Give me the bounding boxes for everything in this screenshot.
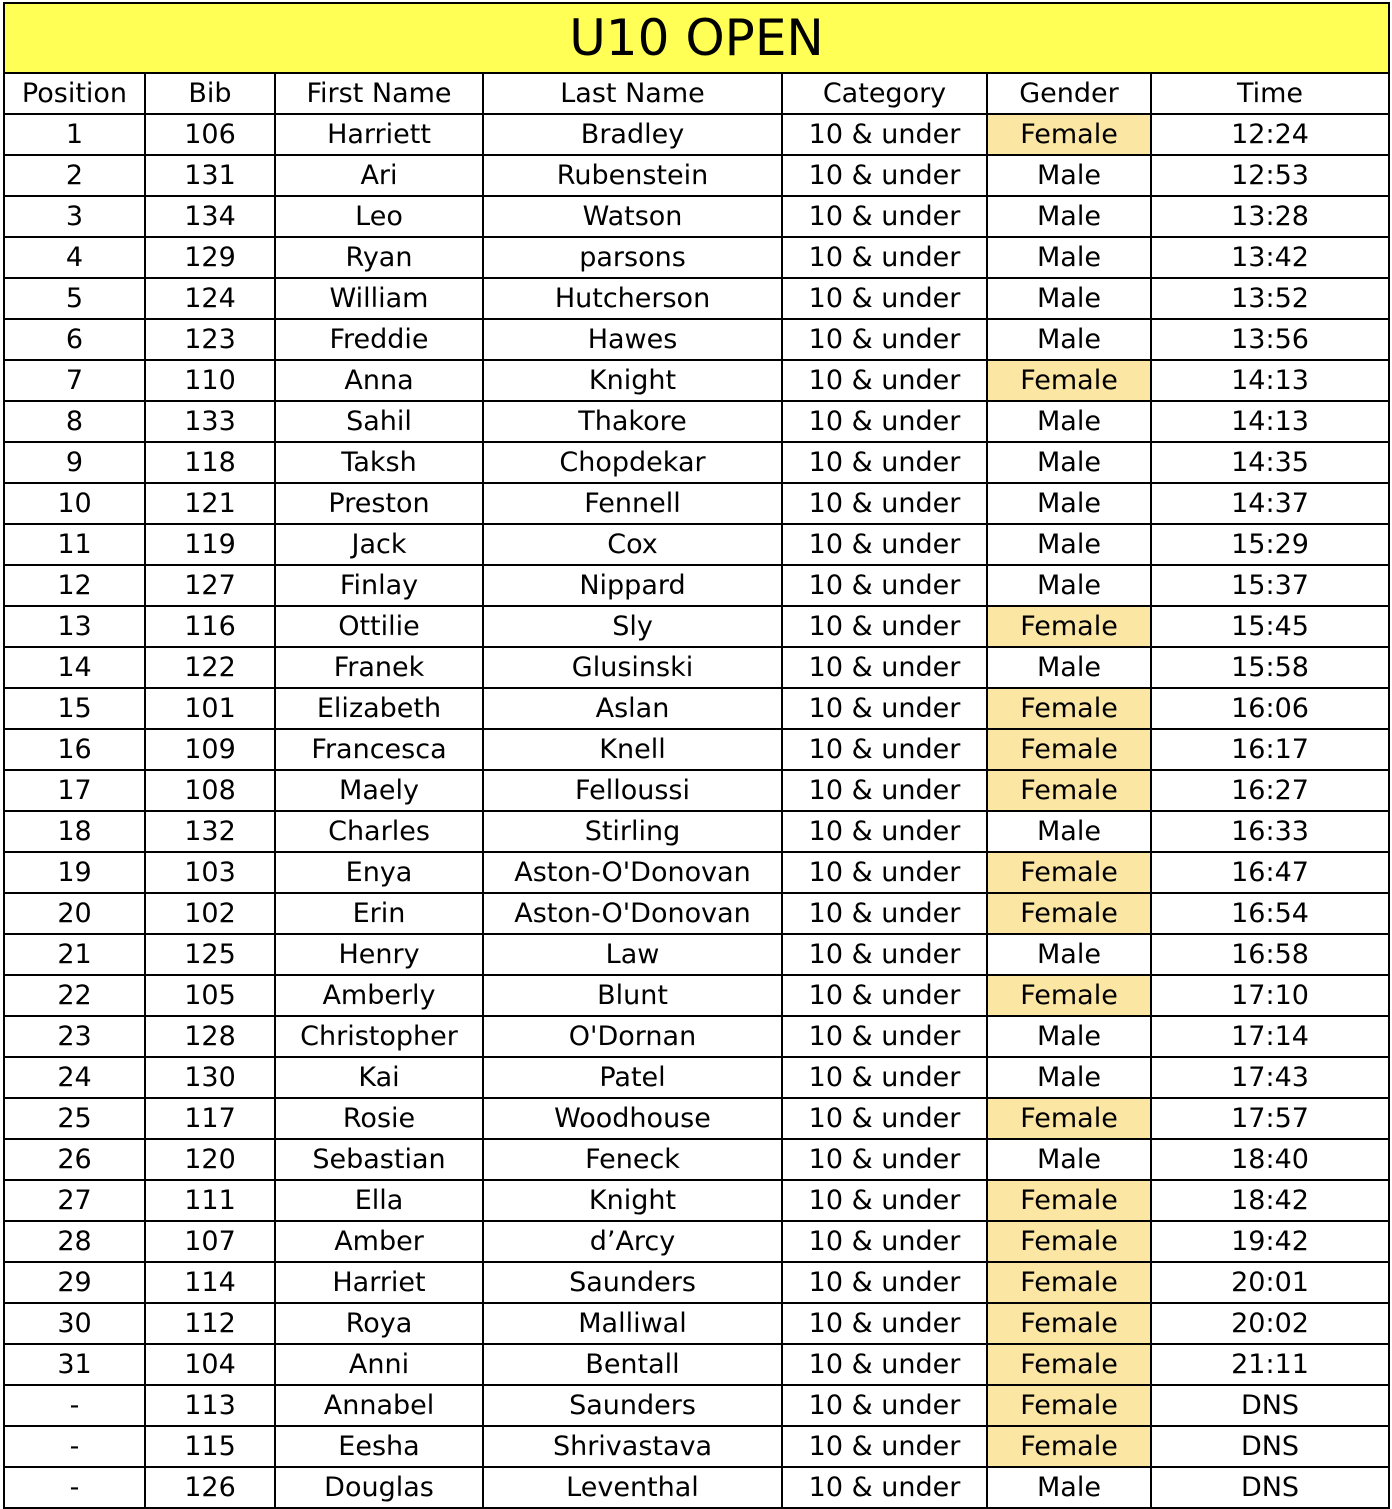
category-cell: 10 & under	[782, 1057, 987, 1098]
position-cell: 15	[4, 688, 145, 729]
last-name-cell: Rubenstein	[483, 155, 782, 196]
table-row	[4, 1057, 1389, 1098]
table-row	[4, 1016, 1389, 1057]
position-cell: 8	[4, 401, 145, 442]
gender-cell: Female	[987, 1262, 1151, 1303]
table-row	[4, 1467, 1389, 1508]
gender-cell: Male	[987, 319, 1151, 360]
time-cell: 18:40	[1151, 1139, 1389, 1180]
time-cell: 16:54	[1151, 893, 1389, 934]
last-name-cell: parsons	[483, 237, 782, 278]
position-cell: 30	[4, 1303, 145, 1344]
position-cell: 6	[4, 319, 145, 360]
bib-cell: 113	[145, 1385, 275, 1426]
category-cell: 10 & under	[782, 1385, 987, 1426]
last-name-cell: Law	[483, 934, 782, 975]
gender-cell: Female	[987, 688, 1151, 729]
last-name-cell: Blunt	[483, 975, 782, 1016]
gender-cell: Male	[987, 278, 1151, 319]
time-cell: 21:11	[1151, 1344, 1389, 1385]
last-name-cell: Felloussi	[483, 770, 782, 811]
last-name-cell: Hutcherson	[483, 278, 782, 319]
category-cell: 10 & under	[782, 196, 987, 237]
gender-cell: Female	[987, 1221, 1151, 1262]
table-row	[4, 1426, 1389, 1467]
column-header-time: Time	[1151, 73, 1389, 114]
gender-cell: Female	[987, 852, 1151, 893]
category-cell: 10 & under	[782, 360, 987, 401]
time-cell: 16:47	[1151, 852, 1389, 893]
category-cell: 10 & under	[782, 483, 987, 524]
first-name-cell: Preston	[275, 483, 483, 524]
first-name-cell: Roya	[275, 1303, 483, 1344]
last-name-cell: Aston-O'Donovan	[483, 852, 782, 893]
gender-cell: Female	[987, 1180, 1151, 1221]
table-row	[4, 1221, 1389, 1262]
last-name-cell: Cox	[483, 524, 782, 565]
gender-cell: Female	[987, 770, 1151, 811]
time-cell: 14:37	[1151, 483, 1389, 524]
last-name-cell: Knight	[483, 360, 782, 401]
last-name-cell: Patel	[483, 1057, 782, 1098]
time-cell: 13:42	[1151, 237, 1389, 278]
last-name-cell: Aslan	[483, 688, 782, 729]
table-row	[4, 688, 1389, 729]
first-name-cell: Eesha	[275, 1426, 483, 1467]
table-row	[4, 360, 1389, 401]
last-name-cell: Hawes	[483, 319, 782, 360]
first-name-cell: Harriett	[275, 114, 483, 155]
category-cell: 10 & under	[782, 1180, 987, 1221]
bib-cell: 107	[145, 1221, 275, 1262]
position-cell: 31	[4, 1344, 145, 1385]
gender-cell: Male	[987, 1057, 1151, 1098]
table-row	[4, 1139, 1389, 1180]
bib-cell: 104	[145, 1344, 275, 1385]
last-name-cell: Leventhal	[483, 1467, 782, 1508]
gender-cell: Male	[987, 442, 1151, 483]
gender-cell: Male	[987, 565, 1151, 606]
last-name-cell: Saunders	[483, 1385, 782, 1426]
bib-cell: 126	[145, 1467, 275, 1508]
first-name-cell: Enya	[275, 852, 483, 893]
position-cell: 28	[4, 1221, 145, 1262]
bib-cell: 101	[145, 688, 275, 729]
table-row	[4, 729, 1389, 770]
position-cell: 7	[4, 360, 145, 401]
gender-cell: Male	[987, 237, 1151, 278]
bib-cell: 133	[145, 401, 275, 442]
position-cell: 11	[4, 524, 145, 565]
first-name-cell: Anna	[275, 360, 483, 401]
first-name-cell: Ryan	[275, 237, 483, 278]
bib-cell: 109	[145, 729, 275, 770]
first-name-cell: Elizabeth	[275, 688, 483, 729]
position-cell: 26	[4, 1139, 145, 1180]
table-row	[4, 319, 1389, 360]
table-row	[4, 442, 1389, 483]
table-row	[4, 483, 1389, 524]
position-cell: 17	[4, 770, 145, 811]
category-cell: 10 & under	[782, 319, 987, 360]
table-row	[4, 770, 1389, 811]
category-cell: 10 & under	[782, 852, 987, 893]
bib-cell: 121	[145, 483, 275, 524]
gender-cell: Male	[987, 401, 1151, 442]
category-cell: 10 & under	[782, 893, 987, 934]
category-cell: 10 & under	[782, 770, 987, 811]
gender-cell: Female	[987, 1344, 1151, 1385]
time-cell: 20:02	[1151, 1303, 1389, 1344]
gender-cell: Female	[987, 1303, 1151, 1344]
gender-cell: Female	[987, 114, 1151, 155]
gender-cell: Male	[987, 1139, 1151, 1180]
position-cell: 3	[4, 196, 145, 237]
category-cell: 10 & under	[782, 1098, 987, 1139]
first-name-cell: Ottilie	[275, 606, 483, 647]
time-cell: 16:06	[1151, 688, 1389, 729]
first-name-cell: William	[275, 278, 483, 319]
category-cell: 10 & under	[782, 934, 987, 975]
time-cell: 13:56	[1151, 319, 1389, 360]
table-row	[4, 237, 1389, 278]
gender-cell: Male	[987, 647, 1151, 688]
first-name-cell: Amberly	[275, 975, 483, 1016]
bib-cell: 103	[145, 852, 275, 893]
position-cell: 16	[4, 729, 145, 770]
category-cell: 10 & under	[782, 975, 987, 1016]
table-body	[4, 114, 1389, 1508]
time-cell: 15:58	[1151, 647, 1389, 688]
position-cell: 9	[4, 442, 145, 483]
position-cell: 29	[4, 1262, 145, 1303]
first-name-cell: Ari	[275, 155, 483, 196]
last-name-cell: Watson	[483, 196, 782, 237]
gender-cell: Female	[987, 606, 1151, 647]
gender-cell: Male	[987, 196, 1151, 237]
column-header-bib: Bib	[145, 73, 275, 114]
category-cell: 10 & under	[782, 401, 987, 442]
first-name-cell: Annabel	[275, 1385, 483, 1426]
last-name-cell: O'Dornan	[483, 1016, 782, 1057]
bib-cell: 129	[145, 237, 275, 278]
gender-cell: Female	[987, 893, 1151, 934]
first-name-cell: Kai	[275, 1057, 483, 1098]
bib-cell: 106	[145, 114, 275, 155]
gender-cell: Female	[987, 1426, 1151, 1467]
table-row	[4, 1385, 1389, 1426]
last-name-cell: Aston-O'Donovan	[483, 893, 782, 934]
position-cell: 19	[4, 852, 145, 893]
bib-cell: 105	[145, 975, 275, 1016]
category-cell: 10 & under	[782, 1467, 987, 1508]
time-cell: 14:13	[1151, 360, 1389, 401]
first-name-cell: Henry	[275, 934, 483, 975]
category-cell: 10 & under	[782, 688, 987, 729]
first-name-cell: Ella	[275, 1180, 483, 1221]
table-row	[4, 852, 1389, 893]
position-cell: 10	[4, 483, 145, 524]
table-row	[4, 893, 1389, 934]
last-name-cell: Nippard	[483, 565, 782, 606]
first-name-cell: Jack	[275, 524, 483, 565]
time-cell: 20:01	[1151, 1262, 1389, 1303]
category-cell: 10 & under	[782, 524, 987, 565]
category-cell: 10 & under	[782, 1426, 987, 1467]
category-cell: 10 & under	[782, 729, 987, 770]
position-cell: 13	[4, 606, 145, 647]
table-row	[4, 1303, 1389, 1344]
last-name-cell: Bentall	[483, 1344, 782, 1385]
gender-cell: Male	[987, 811, 1151, 852]
category-cell: 10 & under	[782, 155, 987, 196]
gender-cell: Male	[987, 155, 1151, 196]
bib-cell: 117	[145, 1098, 275, 1139]
position-cell: 24	[4, 1057, 145, 1098]
bib-cell: 124	[145, 278, 275, 319]
gender-cell: Female	[987, 1098, 1151, 1139]
category-cell: 10 & under	[782, 647, 987, 688]
category-cell: 10 & under	[782, 1303, 987, 1344]
category-cell: 10 & under	[782, 442, 987, 483]
column-header-first-name: First Name	[275, 73, 483, 114]
time-cell: 17:57	[1151, 1098, 1389, 1139]
time-cell: 19:42	[1151, 1221, 1389, 1262]
position-cell: 2	[4, 155, 145, 196]
gender-cell: Female	[987, 729, 1151, 770]
first-name-cell: Amber	[275, 1221, 483, 1262]
gender-cell: Female	[987, 975, 1151, 1016]
first-name-cell: Charles	[275, 811, 483, 852]
category-cell: 10 & under	[782, 1139, 987, 1180]
last-name-cell: Saunders	[483, 1262, 782, 1303]
bib-cell: 120	[145, 1139, 275, 1180]
column-header-category: Category	[782, 73, 987, 114]
time-cell: 17:14	[1151, 1016, 1389, 1057]
first-name-cell: Franek	[275, 647, 483, 688]
time-cell: 16:27	[1151, 770, 1389, 811]
table-row	[4, 196, 1389, 237]
table-row	[4, 647, 1389, 688]
category-cell: 10 & under	[782, 1262, 987, 1303]
first-name-cell: Douglas	[275, 1467, 483, 1508]
first-name-cell: Christopher	[275, 1016, 483, 1057]
bib-cell: 108	[145, 770, 275, 811]
first-name-cell: Freddie	[275, 319, 483, 360]
position-cell: -	[4, 1426, 145, 1467]
table-row	[4, 811, 1389, 852]
category-cell: 10 & under	[782, 606, 987, 647]
time-cell: 13:28	[1151, 196, 1389, 237]
bib-cell: 116	[145, 606, 275, 647]
first-name-cell: Finlay	[275, 565, 483, 606]
category-cell: 10 & under	[782, 114, 987, 155]
position-cell: 18	[4, 811, 145, 852]
bib-cell: 122	[145, 647, 275, 688]
position-cell: -	[4, 1467, 145, 1508]
last-name-cell: Thakore	[483, 401, 782, 442]
position-cell: 27	[4, 1180, 145, 1221]
last-name-cell: d’Arcy	[483, 1221, 782, 1262]
table-row	[4, 934, 1389, 975]
last-name-cell: Chopdekar	[483, 442, 782, 483]
time-cell: 14:13	[1151, 401, 1389, 442]
position-cell: 23	[4, 1016, 145, 1057]
table-row	[4, 1344, 1389, 1385]
table-row	[4, 975, 1389, 1016]
last-name-cell: Woodhouse	[483, 1098, 782, 1139]
bib-cell: 111	[145, 1180, 275, 1221]
gender-cell: Male	[987, 524, 1151, 565]
bib-cell: 128	[145, 1016, 275, 1057]
time-cell: 12:24	[1151, 114, 1389, 155]
time-cell: DNS	[1151, 1385, 1389, 1426]
position-cell: 14	[4, 647, 145, 688]
table-row	[4, 1180, 1389, 1221]
time-cell: 17:43	[1151, 1057, 1389, 1098]
bib-cell: 102	[145, 893, 275, 934]
gender-cell: Male	[987, 1016, 1151, 1057]
table-row	[4, 155, 1389, 196]
time-cell: 15:45	[1151, 606, 1389, 647]
gender-cell: Female	[987, 1385, 1151, 1426]
position-cell: 12	[4, 565, 145, 606]
category-cell: 10 & under	[782, 1221, 987, 1262]
column-header-last-name: Last Name	[483, 73, 782, 114]
bib-cell: 114	[145, 1262, 275, 1303]
last-name-cell: Shrivastava	[483, 1426, 782, 1467]
first-name-cell: Sahil	[275, 401, 483, 442]
first-name-cell: Harriet	[275, 1262, 483, 1303]
time-cell: 12:53	[1151, 155, 1389, 196]
first-name-cell: Francesca	[275, 729, 483, 770]
last-name-cell: Stirling	[483, 811, 782, 852]
last-name-cell: Knight	[483, 1180, 782, 1221]
time-cell: 17:10	[1151, 975, 1389, 1016]
position-cell: 1	[4, 114, 145, 155]
position-cell: 20	[4, 893, 145, 934]
position-cell: 22	[4, 975, 145, 1016]
position-cell: 25	[4, 1098, 145, 1139]
bib-cell: 131	[145, 155, 275, 196]
time-cell: 16:17	[1151, 729, 1389, 770]
time-cell: 18:42	[1151, 1180, 1389, 1221]
table-row	[4, 524, 1389, 565]
position-cell: 21	[4, 934, 145, 975]
last-name-cell: Feneck	[483, 1139, 782, 1180]
position-cell: -	[4, 1385, 145, 1426]
first-name-cell: Rosie	[275, 1098, 483, 1139]
bib-cell: 119	[145, 524, 275, 565]
first-name-cell: Taksh	[275, 442, 483, 483]
table-row	[4, 1098, 1389, 1139]
last-name-cell: Knell	[483, 729, 782, 770]
last-name-cell: Glusinski	[483, 647, 782, 688]
last-name-cell: Malliwal	[483, 1303, 782, 1344]
time-cell: 13:52	[1151, 278, 1389, 319]
header-row	[4, 73, 1389, 114]
bib-cell: 112	[145, 1303, 275, 1344]
position-cell: 4	[4, 237, 145, 278]
bib-cell: 110	[145, 360, 275, 401]
time-cell: 16:58	[1151, 934, 1389, 975]
gender-cell: Male	[987, 483, 1151, 524]
last-name-cell: Fennell	[483, 483, 782, 524]
last-name-cell: Sly	[483, 606, 782, 647]
time-cell: DNS	[1151, 1426, 1389, 1467]
first-name-cell: Erin	[275, 893, 483, 934]
column-header-position: Position	[4, 73, 145, 114]
time-cell: DNS	[1151, 1467, 1389, 1508]
category-cell: 10 & under	[782, 1344, 987, 1385]
first-name-cell: Sebastian	[275, 1139, 483, 1180]
gender-cell: Female	[987, 360, 1151, 401]
bib-cell: 115	[145, 1426, 275, 1467]
table-row	[4, 114, 1389, 155]
gender-cell: Male	[987, 934, 1151, 975]
category-cell: 10 & under	[782, 811, 987, 852]
bib-cell: 132	[145, 811, 275, 852]
bib-cell: 123	[145, 319, 275, 360]
bib-cell: 125	[145, 934, 275, 975]
table-row	[4, 401, 1389, 442]
last-name-cell: Bradley	[483, 114, 782, 155]
table-row	[4, 565, 1389, 606]
category-cell: 10 & under	[782, 565, 987, 606]
first-name-cell: Maely	[275, 770, 483, 811]
table-row	[4, 1262, 1389, 1303]
first-name-cell: Anni	[275, 1344, 483, 1385]
category-cell: 10 & under	[782, 278, 987, 319]
bib-cell: 134	[145, 196, 275, 237]
time-cell: 14:35	[1151, 442, 1389, 483]
column-header-gender: Gender	[987, 73, 1151, 114]
sheet-title: U10 OPEN	[4, 3, 1389, 73]
table-row	[4, 606, 1389, 647]
table-row	[4, 278, 1389, 319]
bib-cell: 127	[145, 565, 275, 606]
category-cell: 10 & under	[782, 1016, 987, 1057]
time-cell: 15:37	[1151, 565, 1389, 606]
time-cell: 15:29	[1151, 524, 1389, 565]
first-name-cell: Leo	[275, 196, 483, 237]
bib-cell: 118	[145, 442, 275, 483]
bib-cell: 130	[145, 1057, 275, 1098]
gender-cell: Male	[987, 1467, 1151, 1508]
position-cell: 5	[4, 278, 145, 319]
time-cell: 16:33	[1151, 811, 1389, 852]
results-table	[3, 2, 1390, 1509]
category-cell: 10 & under	[782, 237, 987, 278]
